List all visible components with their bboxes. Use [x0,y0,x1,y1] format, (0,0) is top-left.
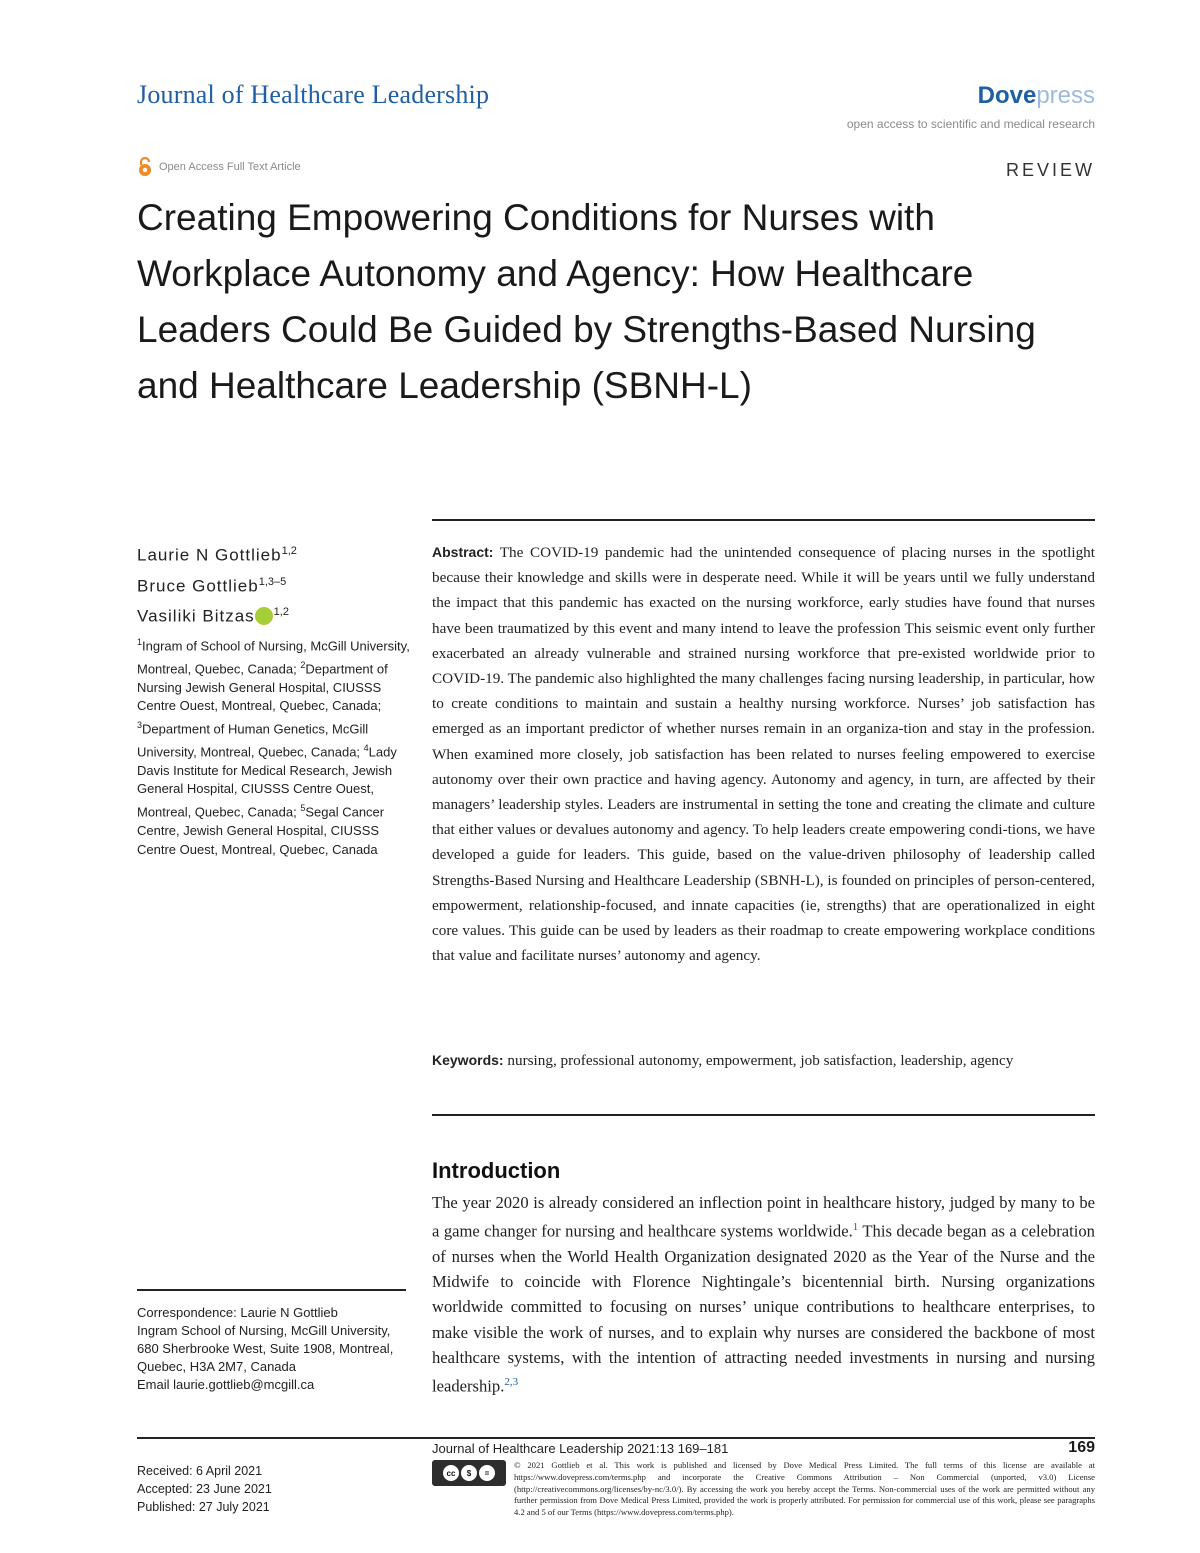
open-access-label: Open Access Full Text Article [159,161,301,173]
open-access-badge [137,157,301,177]
orcid-icon[interactable] [255,607,273,625]
author-list [137,538,297,630]
citation-link[interactable]: 2,3 [504,1375,519,1388]
correspondence-address: Ingram School of Nursing, McGill University, 680 Sherbrooke West, Suite 1908, Montreal, Quebec, H3A 2M7, Canada [137,1323,394,1374]
affiliation-text: Ingram of School of Nursing, McGill University, Montreal, Quebec, Canada; [137,638,410,677]
affiliation-number: 1 [137,637,143,647]
affiliation-number: 5 [300,803,306,814]
keywords-label: Keywords: [432,1052,504,1068]
article-title: Creating Empowering Conditions for Nurses with Workplace Autonomy and Agency: How Healthcare Leaders Could Be Guided by Strengths-Based Nursing and Healthcare Leadership (SBNH-L) [137,197,1036,406]
intro-text: This decade began as a celebration of nurses when the World Health Organization designated 2020 as the Year of the Nurse and the Midwife to coincide with Florence Nightingale’s bicentennial birth. Nursing organizations worldwide committed to focusing on nurses’ unique contributions to healthcare enterprises, to make visible the work of nurses, and to explain why nurses are considered the backbone of most healthcare systems, with the intention of attracting needed investments in nursing and nursing leadership. [432,1221,1095,1396]
introduction-heading: Introduction [432,1158,561,1183]
keywords [432,1048,1095,1073]
dovepress-logo[interactable] [978,82,1095,110]
abstract-bottom-rule [432,1114,1095,1116]
abstract [432,540,1095,968]
affiliations [137,633,412,859]
author-item[interactable] [137,599,297,630]
article-dates [137,1462,272,1516]
author-affil: 1,2 [281,545,297,557]
affiliation-text: Lady Davis Institute for Medical Research, Jewish General Hospital, CIUSSS Centre Ouest, Montreal, Quebec, Canada; [137,744,397,820]
article-type: REVIEW [1005,160,1095,180]
affiliation-text: Segal Cancer Centre, Jewish General Hospital, CIUSSS Centre Ouest, Montreal, Quebec, Canada [137,804,385,857]
abstract-label: Abstract: [432,544,494,560]
footer-journal-citation[interactable]: Journal of Healthcare Leadership 2021:13 169–181 [432,1441,729,1456]
publisher-tagline: open access to scientific and medical research [846,117,1095,131]
page-number: 169 [1068,1439,1095,1456]
accepted-date: Accepted: 23 June 2021 [137,1482,272,1496]
keywords-text: nursing, professional autonomy, empowerment, job satisfaction, leadership, agency [507,1052,1014,1069]
author-affil: 1,3–5 [258,575,287,588]
author-item[interactable] [137,569,297,600]
introduction-body [432,1190,1095,1399]
author-name: Laurie N Gottlieb [137,545,282,565]
brand-secondary: press [1036,82,1095,109]
correspondence [137,1304,397,1394]
citation-link[interactable]: 1 [852,1221,859,1234]
correspondence-label: Correspondence: Laurie N Gottlieb [137,1305,338,1320]
affiliation-text: Department of Human Genetics, McGill University, Montreal, Quebec, Canada; [137,721,369,760]
abstract-text: The COVID-19 pandemic had the unintended consequence of placing nurses in the spotlight because their knowledge and skills were in desperate need. While it will be years until we fully understand the impact that this pandemic has exacted on the nursing workforce, early studies have found that nurses have been traumatized by this event and many intend to leave the profession This seismic event only further exacerbated an already vulnerable and strained nursing workforce that pre-existed worldwide prior to COVID-19. The pandemic also highlighted the many challenges facing nursing leadership, in particular, how to create conditions to maintain and sustain a healthy nursing workforce. Nurses’ job satisfaction has emerged as an important predictor of whether nurses remain in an organiza-tion and stay in the profession. When examined more closely, job satisfaction has been related to nurses feeling empowered to exercise autonomy over their own practice and having agency. Autonomy and agency, in turn, are affected by their managers’ leadership styles. Leaders are instrumental in setting the tone and creating the climate and culture that either values or devalues autonomy and agency. To help leaders create empowering condi-tions, we have developed a guide for leaders. This guide, based on the value-driven philosophy of leadership called Strengths-Based Nursing and Healthcare Leadership (SBNH-L), is founded on principles of person-centered, empowerment, relationship-focused, and innate capacities (ie, strengths) that are operationalized in eight core values. This guide can be used by leaders as their roadmap to create empowering workplace conditions that value and facilitate nurses’ autonomy and agency. [432,544,1095,965]
open-access-icon [137,157,153,177]
cc-symbol: $ [461,1465,477,1481]
license-row [432,1460,1095,1519]
license-text: © 2021 Gottlieb et al. This work is published and licensed by Dove Medical Press Limited. The full terms of this license are available at https://www.dovepress.com/terms.php and incorporate the Creative Commons Attribution – Non Commercial (unported, v3.0) License (http://creativecommons.org/licenses/by-nc/3.0/). By accessing the work you hereby accept the Terms. Non-commercial uses of the work are permitted without any further permission from Dove Medical Press Limited, provided the work is properly attributed. For permission for commercial use of this work, please see paragraphs 4.2 and 5 of our Terms (https://www.dovepress.com/terms.php). [514,1460,1095,1518]
author-name: Bruce Gottlieb [137,576,259,596]
cc-symbol: = [479,1465,495,1481]
published-date: Published: 27 July 2021 [137,1500,270,1514]
author-name: Vasiliki Bitzas [137,606,255,626]
received-date: Received: 6 April 2021 [137,1464,263,1478]
cc-symbol: cc [443,1465,459,1481]
affiliation-number: 2 [300,659,306,670]
intro-text: The year 2020 is already considered an inflection point in healthcare history, judged by many to be a game changer for nursing and healthcare systems worldwide. [432,1193,1095,1241]
author-item[interactable] [137,538,297,569]
affiliation-number: 4 [363,742,369,753]
author-affil: 1,2 [273,606,289,619]
journal-title: Journal of Healthcare Leadership [137,80,490,109]
abstract-top-rule [432,519,1095,521]
affiliation-text: Department of Nursing Jewish General Hospital, CIUSSS Centre Ouest, Montreal, Quebec, Canada; [137,661,388,714]
affiliation-number: 3 [137,720,143,731]
correspondence-email[interactable]: Email laurie.gottlieb@mcgill.ca [137,1377,315,1392]
footer-rule [137,1437,1095,1439]
cc-license-icon[interactable] [432,1460,506,1486]
brand-primary: Dove [977,82,1037,109]
correspondence-rule [137,1289,406,1291]
